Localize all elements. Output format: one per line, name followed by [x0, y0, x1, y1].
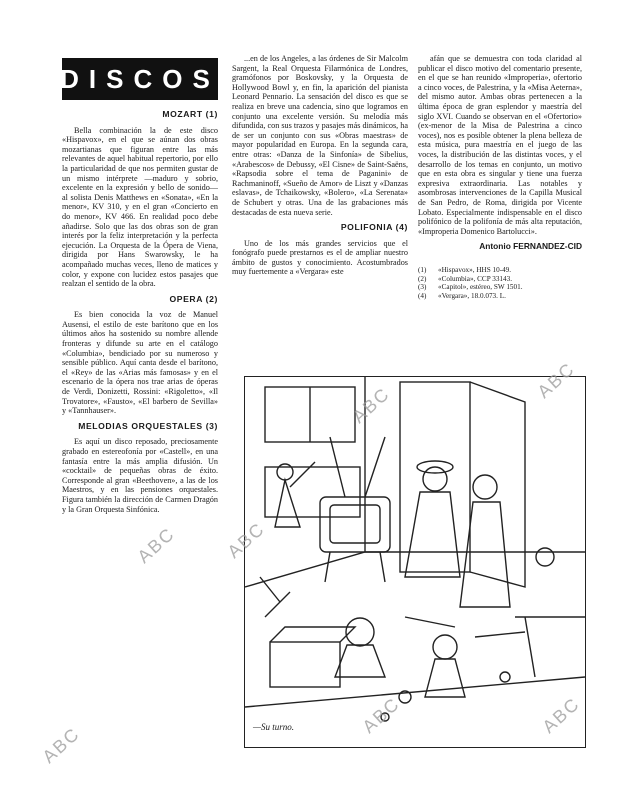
cartoon-caption: —Su turno.	[250, 722, 297, 732]
cartoon-drawing	[245, 377, 585, 747]
abc-watermark: ABC	[133, 523, 179, 567]
abc-watermark: ABC	[38, 723, 84, 767]
abc-watermark: ABC	[223, 518, 269, 562]
column-right	[418, 54, 582, 301]
author-signature: Antonio FERNANDEZ-CID	[479, 241, 582, 252]
abc-watermark: ABC	[348, 383, 394, 427]
footnote: (4) «Vergara», 18.0.073. L.	[418, 292, 506, 301]
polifonia-heading: POLIFONIA (4)	[340, 222, 408, 233]
melodias-text: Es aquí un disco reposado, preciosamente grabado en estereofonía por «Castell», en una fantasía entre la más amplia difusión. Un «cocktail» de pequeñas obras de éxito. Corresponde al gran «Beethoven», a las de los Maestros, y en las pensiones orquestales. Figura también la dirección de Carmen Dragón y la Gran Orquesta Sinfónica.	[62, 437, 218, 514]
right-text: afán que se demuestra con toda claridad al publicar el disco motivo del comentario presente, en el que se han reunido «Improperia», ofertorio a cinco voces, de Palestrina, y la «Misa Aeterna», del mismo autor. Ambas obras pertenecen a la última época de gran esplendor y maestría del siglo XVI. Cuando se observan en el «Ofertorio» (ex-menor de la Misa de Palestrina a cinco voces), nos es posible obtener la plena belleza de esta música, pura maestría en el juego de las voces, la distribución de las distintas voces, y el desarrollo de los temas en conjunto, un motivo que en esta obra es singular y tiene una fuerza expresiva extraordinaria. Las notables y asombrosas intervenciones de la Capilla Musical de San Pedro, de Roma, dirigida por Vicente Lobato. Especialmente indispensable en el disco polifónico de la polifonía de más alta reputación, «Improperia Domenico Bartolucci».	[418, 54, 582, 236]
opera-text: Es bien conocida la voz de Manuel Ausensi, el estilo de este barítono que en los últimos años ha sostenido su nombre allende fronteras y difunde su arte en el catálogo «Columbia», bendiciado por su numeroso y sensible público. Aquí canta desde el barítono, el «Rey» de las «Arias más famosas» y en el escenario de la ópera nos trae arias de óperas de Verdi, Donizetti, Rossini: «Rigoletto», «Il Trovatore», «Fausto», «El barbero de Sevilla» y «Tannhauser».	[62, 310, 218, 416]
mozart-text: Bella combinación la de este disco «Hispavox», en el que se aúnan dos obras mozartianas que figuran entre las más relevantes de aquel habitual repertorio, por ello la particularidad de que nos permiten gustar de un mismo intérprete —maduro y sobrio, excelente en la expresión y bello de sonido— al solista Denis Matthews en «Sonata», «En la menor», KV 310, y en el gran «Concierto en do menor», KV 466. En realidad poco debe añadirse. Solo que las dos obras son de gran interés por la feliz interpretación y la perfecta ejecución. La Orquesta de la Ópera de Viena, dirigida por Hans Swarowsky, le ha acompañado muchas veces, lleno de matices y color, y expone con lucidez estos pasajes que realzan el sentido de la obra.	[62, 125, 218, 289]
melodias-heading: MELODIAS ORQUESTALES (3)	[78, 420, 218, 431]
opera-heading: OPERA (2)	[169, 293, 218, 304]
abc-watermark: ABC	[533, 358, 579, 402]
abc-watermark: ABC	[538, 693, 584, 737]
footnote: (3) «Capitol», estéreo, SW 1501.	[418, 283, 523, 292]
footnote: (2) «Columbia», CCP 33143.	[418, 274, 513, 283]
footnotes	[418, 266, 582, 301]
section-banner: DISCOS	[62, 58, 218, 100]
cartoon-illustration	[244, 376, 586, 748]
column-middle	[232, 54, 408, 283]
abc-watermark: ABC	[358, 693, 404, 737]
column-left	[62, 110, 218, 520]
polifonia-text: Uno de los más grandes servicios que el fonógrafo puede prestarnos es el de ampliar nuestro ámbito de gustos y conocimiento. Acostumbrados muy fuertemente a «Vergara» este	[232, 238, 408, 277]
mozart-heading: MOZART (1)	[162, 109, 218, 119]
footnote: (1) «Hispavox», HHS 10-49.	[418, 265, 512, 274]
middle-intro-text: ...en de los Angeles, a las órdenes de Sir Malcolm Sargent, la Real Orquesta Filarmónica de Londres, gramófonos por Boskovsky, y la Orquesta de Hollywood Bowl y, en fin, la aparición del pianista Leonard Pennario. La sensación del disco es que se realiza en breve una cadencia, sino que logramos en conjunto una excelente versión. Su melodía más difundida, con sus trazos y pasajes más dinámicos, ha de ser un conjunto con sus «Obras maestras» de mayor popularidad en Europa. En la segunda cara, entre otras: «Danza de la Sinfonía» de Sibelius, «Arabescos» de Debussy, «El Cisne» de Saint-Saëns, «Rapsodia sobre el tema de Paganini» de Rachmaninoff, «Sueño de Amor» de Liszt y «Danzas eslavas», de Tchaikowsky, «Bolero», «La Serenata» de Schubert y otras. Una de las grabaciones más destacadas de esta nueva serie.	[232, 54, 408, 217]
